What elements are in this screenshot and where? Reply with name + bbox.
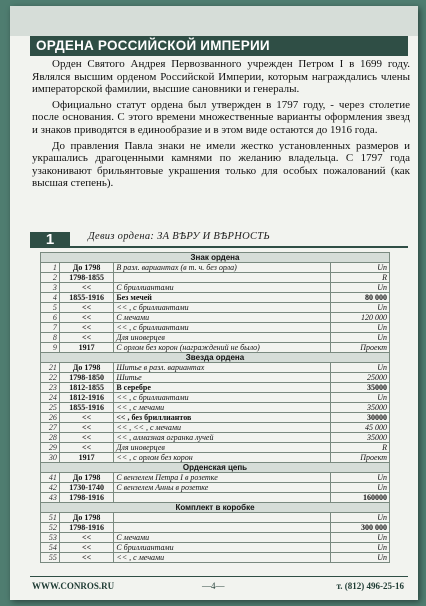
catalog-number: 55: [41, 553, 60, 563]
table-row: [41, 283, 390, 293]
description: В разл. вариантах (в т. ч. без орла): [114, 263, 331, 273]
price: Проект: [331, 343, 390, 353]
period: <<: [59, 303, 113, 313]
table-row: [41, 533, 390, 543]
table-row: [41, 483, 390, 493]
description: [114, 523, 331, 533]
period: <<: [59, 313, 113, 323]
period: До 1798: [59, 513, 113, 523]
catalog-page: [10, 6, 418, 600]
price: Un: [331, 483, 390, 493]
table-row: [41, 413, 390, 423]
table-row: [41, 453, 390, 463]
price: 35000: [331, 433, 390, 443]
description: С орлом без корон (награждений не было): [114, 343, 331, 353]
catalog-number: 25: [41, 403, 60, 413]
catalog-number: 30: [41, 453, 60, 463]
period: 1730-1740: [59, 483, 113, 493]
table-row: [41, 393, 390, 403]
catalog-number: 42: [41, 483, 60, 493]
table-row: [41, 333, 390, 343]
period: <<: [59, 553, 113, 563]
period: <<: [59, 423, 113, 433]
catalog-number: 7: [41, 323, 60, 333]
table-row: [41, 263, 390, 273]
table-row: [41, 343, 390, 353]
section-header-row: [41, 503, 390, 513]
period: <<: [59, 543, 113, 553]
section-number: 1: [30, 232, 70, 248]
section-header-row: [41, 353, 390, 363]
price: Un: [331, 543, 390, 553]
description: С бриллиантами: [114, 543, 331, 553]
description: [114, 513, 331, 523]
price: R: [331, 273, 390, 283]
description: << , << , с мечами: [114, 423, 331, 433]
description: С бриллиантами: [114, 283, 331, 293]
footer-divider: [30, 576, 408, 577]
section-header: Комплект в коробке: [41, 503, 390, 513]
price: Проект: [331, 453, 390, 463]
price: Un: [331, 263, 390, 273]
section-header: Знак ордена: [41, 253, 390, 263]
period: До 1798: [59, 363, 113, 373]
price: R: [331, 443, 390, 453]
table-row: [41, 373, 390, 383]
section-header-row: [41, 253, 390, 263]
footer-phone: т. (812) 496-25-16: [336, 581, 404, 591]
catalog-number: 43: [41, 493, 60, 503]
catalog-number: 52: [41, 523, 60, 533]
period: 1812-1916: [59, 393, 113, 403]
price: Un: [331, 363, 390, 373]
price: 35000: [331, 403, 390, 413]
table-row: [41, 493, 390, 503]
catalog-number: 21: [41, 363, 60, 373]
price: Un: [331, 513, 390, 523]
price: 80 000: [331, 293, 390, 303]
price: 30000: [331, 413, 390, 423]
description: << , алмазная огранка лучей: [114, 433, 331, 443]
top-band: [10, 6, 418, 36]
section-header-row: [41, 463, 390, 473]
footer-page-number: —4—: [202, 581, 225, 591]
price: Un: [331, 283, 390, 293]
price-table: [40, 252, 390, 563]
catalog-number: 3: [41, 283, 60, 293]
description: С вензелем Анны в розетке: [114, 483, 331, 493]
period: 1855-1916: [59, 293, 113, 303]
description: << , с бриллиантами: [114, 393, 331, 403]
table-row: [41, 423, 390, 433]
price: 160000: [331, 493, 390, 503]
table-row: [41, 363, 390, 373]
description: Без мечей: [114, 293, 331, 303]
price: Un: [331, 553, 390, 563]
section-header: Орденская цепь: [41, 463, 390, 473]
price: Un: [331, 303, 390, 313]
section-header: Звезда ордена: [41, 353, 390, 363]
table-row: [41, 543, 390, 553]
intro-paragraph: Орден Святого Андрея Первозванного учрежден Петром I в 1699 году. Являлся высшим орденом Российской Империи, которым награждались члены императорской фамилии, высшие сановники и генералы.: [32, 58, 410, 96]
table-row: [41, 313, 390, 323]
period: До 1798: [59, 263, 113, 273]
table-row: [41, 523, 390, 533]
catalog-number: 54: [41, 543, 60, 553]
catalog-number: 29: [41, 443, 60, 453]
price: Un: [331, 473, 390, 483]
catalog-number: 8: [41, 333, 60, 343]
description: << , без бриллиантов: [114, 413, 331, 423]
table-row: [41, 323, 390, 333]
catalog-number: 41: [41, 473, 60, 483]
catalog-number: 23: [41, 383, 60, 393]
period: 1855-1916: [59, 403, 113, 413]
page-title: ОРДЕНА РОССИЙСКОЙ ИМПЕРИИ: [30, 36, 408, 56]
table-row: [41, 433, 390, 443]
price: Un: [331, 533, 390, 543]
period: 1798-1916: [59, 523, 113, 533]
catalog-number: 9: [41, 343, 60, 353]
price: 45 000: [331, 423, 390, 433]
period: 1917: [59, 453, 113, 463]
catalog-number: 28: [41, 433, 60, 443]
catalog-number: 51: [41, 513, 60, 523]
table-row: [41, 443, 390, 453]
price: Un: [331, 393, 390, 403]
catalog-number: 4: [41, 293, 60, 303]
price: 300 000: [331, 523, 390, 533]
catalog-number: 24: [41, 393, 60, 403]
intro-paragraph: Официально статут ордена был утвержден в 1797 году, - через столетие после основания. С этого времени множественные варианты оформления звезд и знаков приводятся в единообразие и в этом виде остаются до 1916 года.: [32, 98, 410, 136]
period: <<: [59, 333, 113, 343]
description: В серебре: [114, 383, 331, 393]
description: Шитье в разл. вариантах: [114, 363, 331, 373]
description: С мечами: [114, 533, 331, 543]
period: 1812-1855: [59, 383, 113, 393]
description: С вензелем Петра I в розетке: [114, 473, 331, 483]
table-row: [41, 473, 390, 483]
price: Un: [331, 333, 390, 343]
catalog-number: 27: [41, 423, 60, 433]
catalog-number: 6: [41, 313, 60, 323]
description: С мечами: [114, 313, 331, 323]
catalog-number: 5: [41, 303, 60, 313]
period: 1917: [59, 343, 113, 353]
description: Для иноверцев: [114, 443, 331, 453]
description: << , с бриллиантами: [114, 323, 331, 333]
description: Шитье: [114, 373, 331, 383]
period: <<: [59, 413, 113, 423]
period: <<: [59, 443, 113, 453]
table-row: [41, 383, 390, 393]
table-row: [41, 303, 390, 313]
table-row: [41, 553, 390, 563]
catalog-number: 1: [41, 263, 60, 273]
catalog-number: 26: [41, 413, 60, 423]
catalog-number: 22: [41, 373, 60, 383]
catalog-number: 2: [41, 273, 60, 283]
table-row: [41, 273, 390, 283]
description: [114, 273, 331, 283]
table-row: [41, 513, 390, 523]
catalog-number: 53: [41, 533, 60, 543]
period: 1798-1850: [59, 373, 113, 383]
description: Для иноверцев: [114, 333, 331, 343]
period: 1798-1855: [59, 273, 113, 283]
motto-band: [30, 232, 408, 246]
price: Un: [331, 323, 390, 333]
period: <<: [59, 283, 113, 293]
motto-underline: [70, 246, 408, 248]
period: <<: [59, 433, 113, 443]
period: До 1798: [59, 473, 113, 483]
motto: Девиз ордена: ЗА ВѢРУ И ВѢРНОСТЬ: [88, 231, 270, 242]
description: << , с мечами: [114, 403, 331, 413]
description: << , с орлом без корон: [114, 453, 331, 463]
period: <<: [59, 533, 113, 543]
price: 35000: [331, 383, 390, 393]
intro-text: [32, 58, 410, 193]
description: << , с мечами: [114, 553, 331, 563]
period: <<: [59, 323, 113, 333]
description: [114, 493, 331, 503]
period: 1798-1916: [59, 493, 113, 503]
table-row: [41, 293, 390, 303]
price: 120 000: [331, 313, 390, 323]
intro-paragraph: До правления Павла знаки не имели жестко установленных размеров и украшались драгоценными камнями по желанию владельца. С 1797 года узаконивают брильянтовые украшения только для особых пожалований (как высшая степень).: [32, 139, 410, 190]
table-row: [41, 403, 390, 413]
description: << , с бриллиантами: [114, 303, 331, 313]
footer-website[interactable]: WWW.CONROS.RU: [32, 581, 115, 591]
price: 25000: [331, 373, 390, 383]
